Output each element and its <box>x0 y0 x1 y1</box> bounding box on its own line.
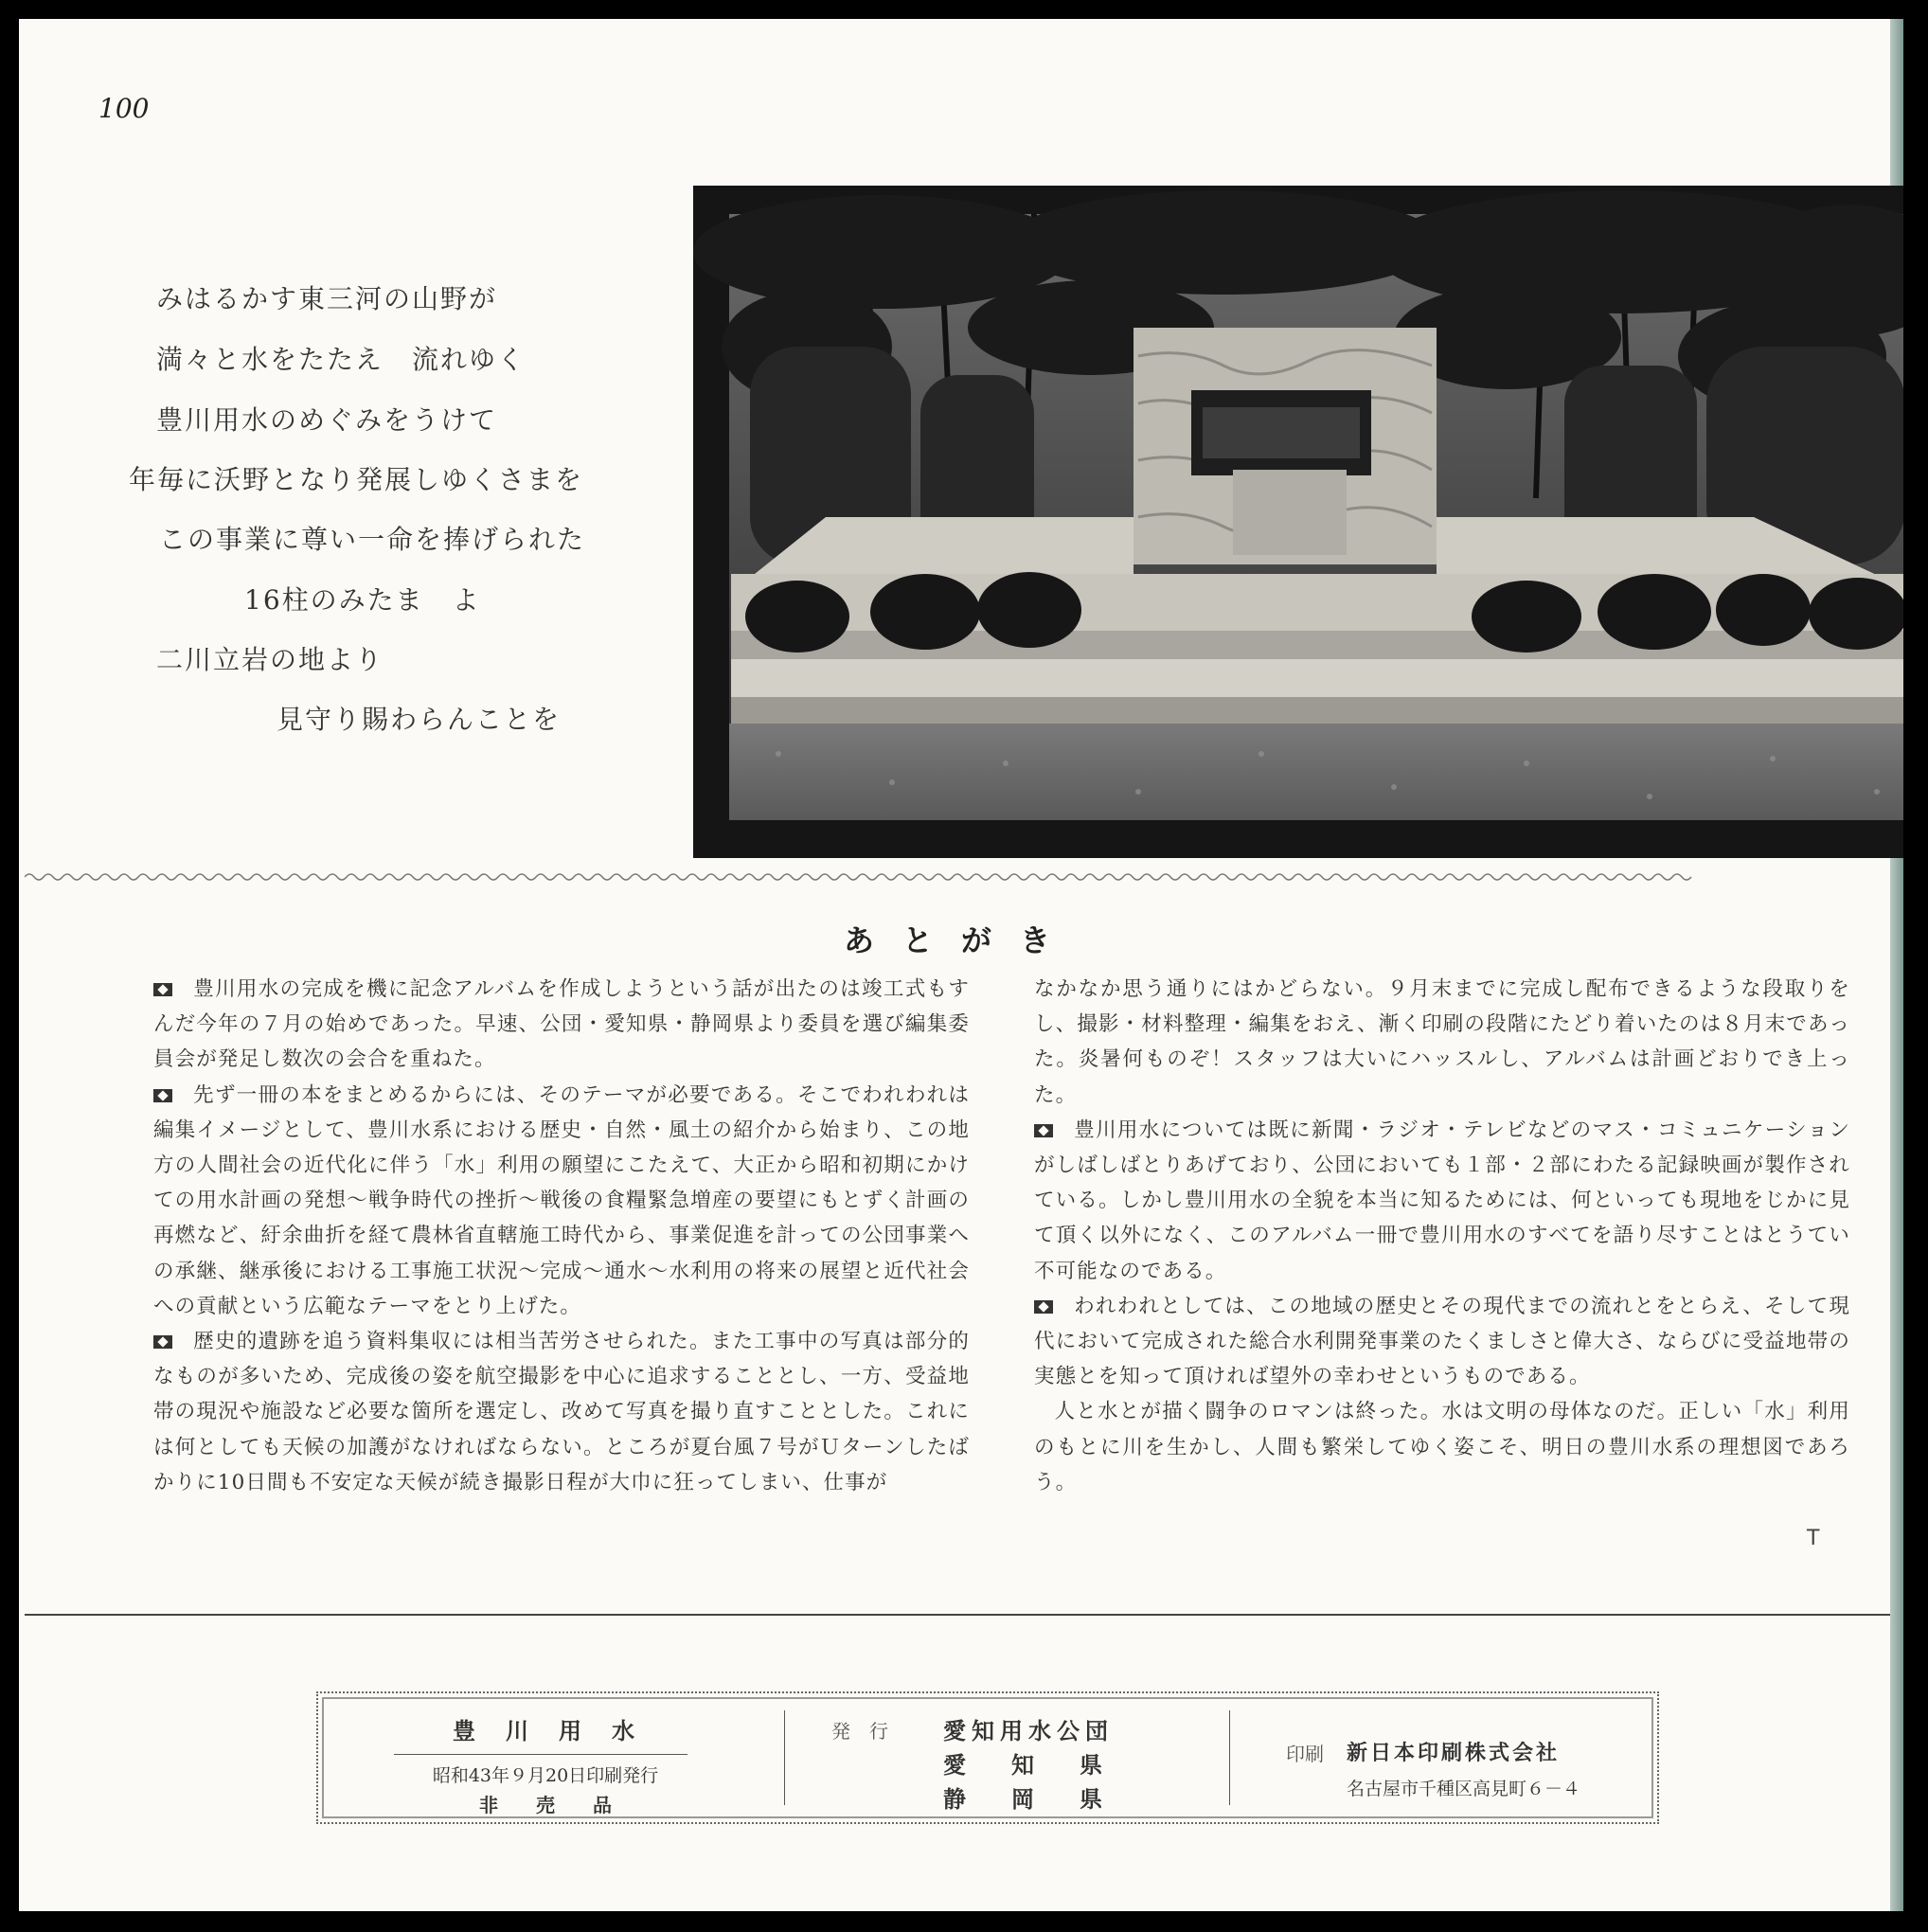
paragraph-text: 先ず一冊の本をまとめるからには、そのテーマが必要である。そこでわれわれは編集イメージとして、豊川水系における歴史・自然・風土の紹介から始まり、この地方の人間社会の近代化に伴う「水」利用の願望にこたえて、大正から昭和初期にかけての用水計画の発想〜戦争時代の挫折〜戦後の食糧緊急増産の要望にもとずく計画の再燃など、紆余曲折を経て農林省直轄施工時代から、事業促進を計っての公団事業への承継、継承後における工事施工状況〜完成〜通水〜水利用の将来の展望と近代社会への貢献という広範なテーマをとり上げた。 <box>153 1082 970 1318</box>
book-title: 豊 川 用 水 <box>453 1717 638 1744</box>
afterword-paragraph <box>153 972 970 1078</box>
afterword-paragraph <box>153 1078 970 1324</box>
diamond-bullet-icon <box>153 1335 172 1349</box>
afterword-paragraph <box>1034 1113 1850 1289</box>
poem-line: みはるかす東三河の山野が <box>156 283 498 314</box>
diamond-bullet-icon <box>1034 1300 1053 1314</box>
printer-label: 印刷 <box>1286 1743 1324 1765</box>
poem-line: 見守り賜わらんことを <box>277 704 562 735</box>
poem-line: 年毎に沃野となり発展しゆくさまを <box>129 464 584 495</box>
title-underline <box>394 1754 687 1755</box>
publisher-name: 愛 知 県 <box>943 1751 1102 1779</box>
publisher-name: 愛知用水公団 <box>943 1717 1114 1744</box>
afterword-paragraph <box>153 1324 970 1500</box>
afterword-paragraph: なかなか思う通りにはかどらない。９月末までに完成し配布できるような段取りをし、撮影・材料整理・編集をおえ、漸く印刷の段階にたどり着いたのは８月末であった。炎暑何ものぞ！スタッフは大いにハッスルし、アルバムは計画どおりでき上った。 <box>1034 977 1850 1107</box>
afterword-paragraph: 人と水とが描く闘争のロマンは終った。水は文明の母体なのだ。正しい「水」利用のもとに川を生かし、人間も繁栄してゆく姿こそ、明日の豊川水系の理想図であろう。 <box>1034 1400 1850 1494</box>
print-date: 昭和43年９月20日印刷発行 <box>432 1765 659 1786</box>
afterword-right-column <box>1034 972 1850 1500</box>
diamond-bullet-icon <box>153 983 172 996</box>
afterword-left-column <box>153 972 970 1500</box>
publisher-name: 静 岡 県 <box>943 1785 1102 1813</box>
page-number: 100 <box>98 93 150 124</box>
colophon-separator <box>784 1710 785 1805</box>
paragraph-text: 歴史的遺跡を追う資料集収には相当苦労させられた。また工事中の写真は部分的なものが多いため、完成後の姿を航空撮影を中心に追求することとし、一方、受益地帯の現況や施設など必要な箇所を選定し、改めて写真を撮り直すこととした。これには何としても天候の加護がなければならない。ところが夏台風７号がＵターンしたばかりに10日間も不安定な天候が続き撮影日程が大巾に狂ってしまい、仕事が <box>153 1330 970 1494</box>
publisher-label: 発 行 <box>831 1720 888 1743</box>
poem-line: 16柱のみたま よ <box>244 584 481 616</box>
poem-line: 二川立岩の地より <box>156 644 384 675</box>
poem-line: この事業に尊い一命を捧げられた <box>159 524 586 555</box>
not-for-sale-label: 非 売 品 <box>479 1794 612 1816</box>
poem-line: 豊川用水のめぐみをうけて <box>156 404 498 436</box>
printer-name: 新日本印刷株式会社 <box>1347 1741 1561 1765</box>
paragraph-text: われわれとしては、この地域の歴史とその現代までの流れとをとらえ、そして現代において完成された総合水利開発事業のたくましさと偉大さ、ならびに受益地帯の実態とを知って頂ければ望外の幸わせというものである。 <box>1034 1294 1850 1389</box>
memorial-poem <box>19 19 701 852</box>
afterword-title: あとがき <box>843 922 1079 958</box>
printer-address: 名古屋市千種区高見町６－４ <box>1347 1779 1581 1799</box>
afterword-paragraph <box>1034 1289 1850 1395</box>
horizontal-rule <box>25 1614 1890 1616</box>
monument-photo-image <box>693 186 1903 858</box>
author-initial: T <box>1807 1527 1820 1550</box>
wavy-divider <box>25 869 1890 885</box>
diamond-bullet-icon <box>1034 1124 1053 1137</box>
colophon-separator <box>1229 1710 1230 1805</box>
paragraph-text: 豊川用水については既に新聞・ラジオ・テレビなどのマス・コミュニケーションがしばしばとりあげており、公団においても１部・２部にわたる記録映画が製作されている。しかし豊川用水の全貌を本当に知るためには、何といっても現地をじかに見て頂く以外になく、このアルバム一冊で豊川用水のすべてを語り尽すことはとうてい不可能なのである。 <box>1034 1118 1850 1283</box>
paragraph-text: 豊川用水の完成を機に記念アルバムを作成しようという話が出たのは竣工式もすんだ今年の７月の始めであった。早速、公団・愛知県・静岡県より委員を選び編集委員会が発足し数次の会合を重ねた。 <box>153 977 970 1072</box>
poem-line: 満々と水をたたえ 流れゆく <box>156 344 527 375</box>
page <box>19 19 1903 1911</box>
diamond-bullet-icon <box>153 1089 172 1102</box>
monument-photograph <box>693 186 1903 858</box>
colophon-box <box>316 1691 1659 1824</box>
